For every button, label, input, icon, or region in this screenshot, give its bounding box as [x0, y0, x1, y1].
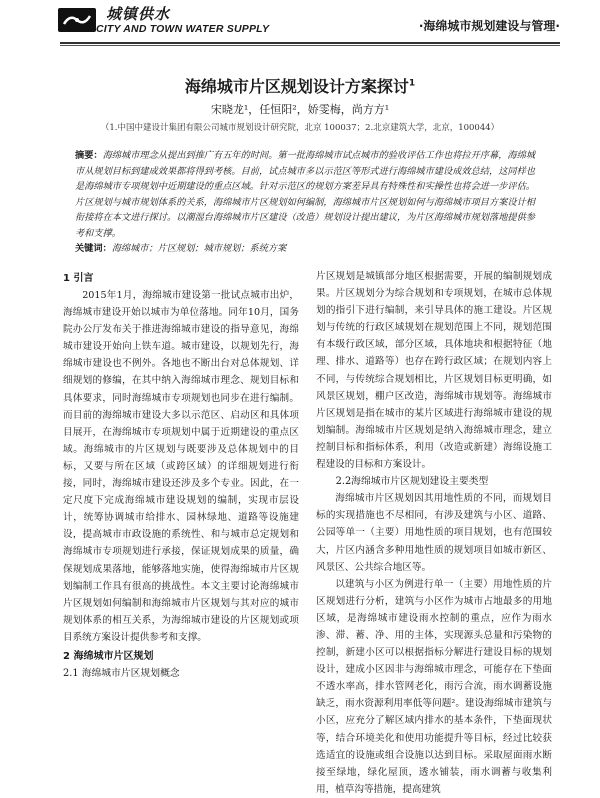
author-affiliation: （1.中国中建设计集团有限公司城市规划设计研究院，北京 100037；2.北京建筑大学，北京，100044） [100, 123, 500, 133]
paper-authors: 宋晓龙¹，任恒阳²，娇雯梅，尚方方¹ [210, 103, 390, 116]
keywords-label: 关键词： [75, 243, 112, 254]
journal-logo-icon [58, 8, 96, 32]
journal-header [0, 0, 600, 46]
keywords [75, 240, 535, 254]
abstract [75, 148, 535, 241]
header-divider [60, 42, 560, 44]
paper-title: 海绵城市片区规划设计方案探讨$^1$ [184, 77, 416, 96]
keywords-text: 海绵城市；片区规划；城市规划；系统方案 [111, 243, 287, 254]
header-divider-thin [60, 45, 560, 46]
paragraph-2-1-continued: 片区规划是城镇部分地区根据需要，开展的编制规划成果。片区规划分为综合规划和专项规划，在城市总体规划的指引下进行编制，来引导具体的施工建设。片区规划与传统的行政区域规划在规划范围上不同，规划范围有本级行政区域，部分区域，具体地块和根据特征（地理、排水、道路等）也存在跨行政区域；在规划内容上不同，与传统综合规划相比，片区规划目标更明确，如风景区规划，棚户区改造，海绵城市规划等。海绵城市片区规划是指在城市的某片区域进行海绵城市建设的规划编制。海绵城市片区规划是纳入海绵城市理念，建立控制目标和指标体系，利用（改造或新建）海绵设施工程建设的目标和方案设计。 [316, 271, 552, 471]
paragraph-2-2-p4: 以建筑与小区为例进行单一（主要）用地性质的片区规划进行分析，建筑与小区作为城市占地最多的用地区域，是海绵城市建设雨水控制的重点，应作为雨水渗、滞、蓄、净、用的主体，实现源头总量和污染物的控制，新建小区可以根据指标分解进行建设目标的规划设计，建成小区因非与海绵城市理念，可能存在下垫面不透水率高，排水管网老化，雨污合流，雨水调蓄设施缺乏，雨水资源利用率低等问题²。建设海绵城市建筑与小区，应充分了解区域内排水的基本条件，下垫面现状等，结合环境美化和使用功能提升等目标，经过比较获选适宜的设施或组合设施以达到目标。采取屋面雨水断接至绿地，绿化屋顶，透水铺装，雨水调蓄与收集利用，植草沟等措施，提高建筑 [316, 578, 552, 795]
section-heading-2: 2 海绵城市片区规划 [63, 650, 154, 662]
abstract-text: 海绵城市理念从提出到推广有五年的时间。第一批海绵城市试点城市的验收评估工作也将拉开序幕，海绵城市从规划目标到建成效果都将得到考核。目前，试点城市多以示范区等形式进行海绵城市建设成效总结，这同样也是海绵城市专项规划中近期建设的重点区域。针对示范区的规划方案差异具有特殊性和实操性也将会进一步评估。片区规划与城市规划体系的关系，海绵城市片区规划如何编制，海绵城市片区规划如何与海绵城市项目方案设计相衔接将在本文进行探讨。以潮湿台海绵城市片区建设（改造）规划设计提出建议，为片区海绵城市规划落地提供参考和支撑。 [75, 150, 536, 239]
subsection-heading-2-2: 2.2海绵城市片区规划建设主要类型 [335, 476, 489, 488]
section-label: ·海绵城市规划建设与管理· [418, 19, 560, 33]
subsection-heading-2-1: 2.1 海绵城市片区规划概念 [63, 667, 180, 679]
body-column-left [63, 268, 299, 682]
journal-name-cn: 城镇供水 [106, 5, 171, 23]
journal-name-en: CITY AND TOWN WATER SUPPLY [96, 23, 270, 35]
abstract-label: 摘要： [75, 150, 103, 161]
paragraph-2-2-p3: 海绵城市片区规划因其用地性质的不同，而规划目标的实现措施也不尽相同，有涉及建筑与小区、道路、公园等单一（主要）用地性质的项目规划，也有范围较大，片区内涵含多种用地性质的规划项目如城市新区、风景区、公共综合地区等。 [316, 493, 552, 573]
section-heading-intro: 1 引言 [63, 273, 94, 284]
paragraph-intro: 2015年1月，海绵城市建设第一批试点城市出炉，海绵城市建设开始以城市为单位落地。同年10月，国务院办公厅发布关于推进海绵城市建设的指导意见，海绵城市建设开始向上铁车道。城市建设，以规划先行，海绵城市建设也不例外。各地也不断出台对总体规划、详细规划的修编，在其中纳入海绵城市理念、规划目标和具体要求，同时海绵城市专项规划也同步在进行编制。而目前的海绵城市建设大多以示范区、启动区和具体项目展开，在海绵城市专项规划中属于近期建设的重点区域。海绵城市的片区规划与既要涉及总体规划中的目标，又要与所在区域（或跨区域）的详细规划进行衔接，同时，海绵城市建设还涉及多个专业。因此，在一定尺度下完成海绵城市建设规划的编制，实现市层设计，统筹协调城市给排水、园林绿地、道路等设施建设，提高城市市政设施的系统性、和与城市总定规划和海绵城市专项规划进行承接，保证规划成果的质量，确保规划成果落地，能够落地实施，使得海绵城市片区规划编制工作具有很高的挑战性。本文主要讨论海绵城市片区规划如何编制和海绵城市片区规划与其对应的城市规划体系的相互关系，为海绵城市建设的片区规划或项目系统方案设计提供参考和支撑。 [63, 290, 299, 643]
title-footnote-mark: 1 [408, 78, 416, 89]
body-column-right [316, 268, 552, 795]
